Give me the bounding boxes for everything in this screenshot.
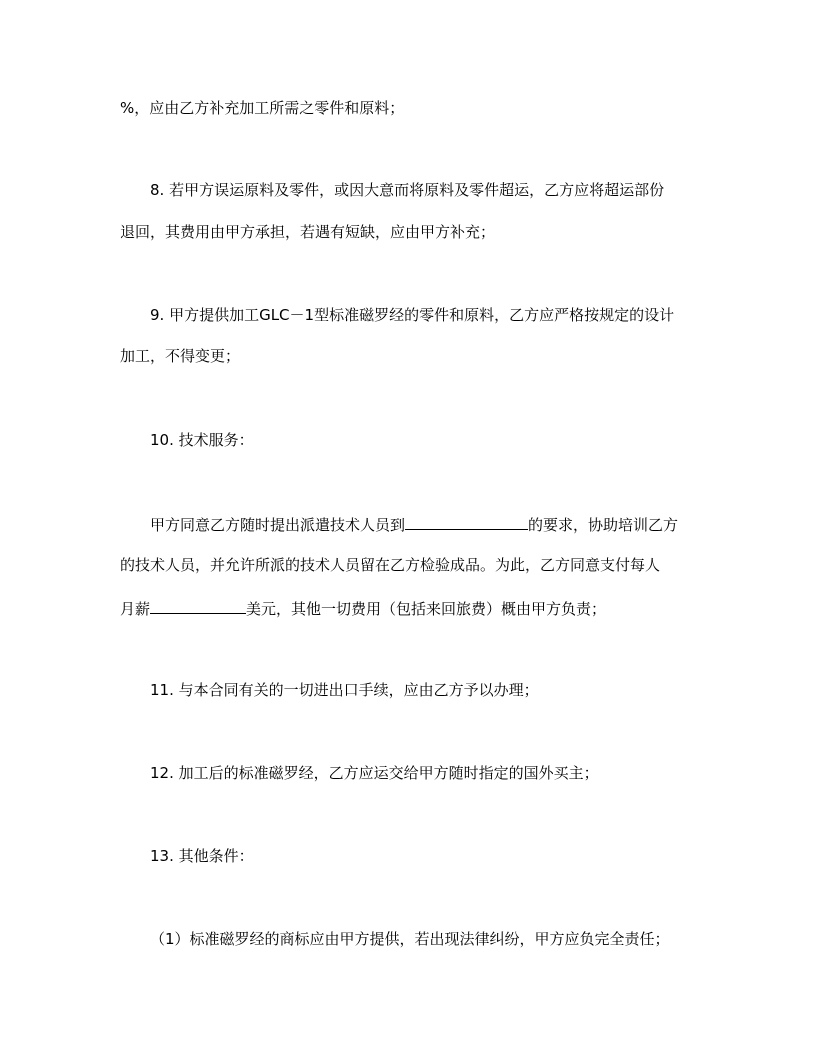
clause-10-text-c: 月薪 — [120, 600, 151, 618]
clause-10-line-1 — [150, 513, 678, 535]
clause-8-line-2: 退回，其费用由甲方承担，若遇有短缺，应由甲方补充； — [120, 223, 496, 241]
fill-in-blank-salary — [150, 597, 246, 614]
text-line: %，应由乙方补充加工所需之零件和原料； — [120, 99, 405, 117]
clause-13-heading: 13. 其他条件： — [150, 847, 254, 865]
clause-10-heading: 10. 技术服务： — [150, 431, 254, 449]
clause-9-line-2: 加工，不得变更； — [120, 347, 241, 365]
clause-13-item-1: （1）标准磁罗经的商标应由甲方提供，若出现法律纠纷，甲方应负完全责任； — [150, 930, 670, 948]
clause-8-line-1: 8. 若甲方误运原料及零件，或因大意而将原料及零件超运，乙方应将超运部份 — [150, 181, 665, 199]
clause-10-text-a: 甲方同意乙方随时提出派遣技术人员到 — [150, 516, 406, 534]
clause-9-line-1: 9. 甲方提供加工GLC－1型标准磁罗经的零件和原料，乙方应严格按规定的设计 — [150, 306, 675, 324]
clause-10-text-d: 美元，其他一切费用（包括来回旅费）概由甲方负责； — [246, 600, 607, 618]
clause-10-line-2: 的技术人员，并允许所派的技术人员留在乙方检验成品。为此，乙方同意支付每人 — [120, 556, 661, 574]
clause-11: 11. 与本合同有关的一切进出口手续，应由乙方予以办理； — [150, 681, 539, 699]
clause-12: 12. 加工后的标准磁罗经，乙方应运交给甲方随时指定的国外买主； — [150, 764, 599, 782]
clause-10-line-3 — [120, 597, 606, 619]
clause-10-text-b: 的要求，协助培训乙方 — [528, 516, 679, 534]
fill-in-blank-location — [405, 513, 528, 530]
